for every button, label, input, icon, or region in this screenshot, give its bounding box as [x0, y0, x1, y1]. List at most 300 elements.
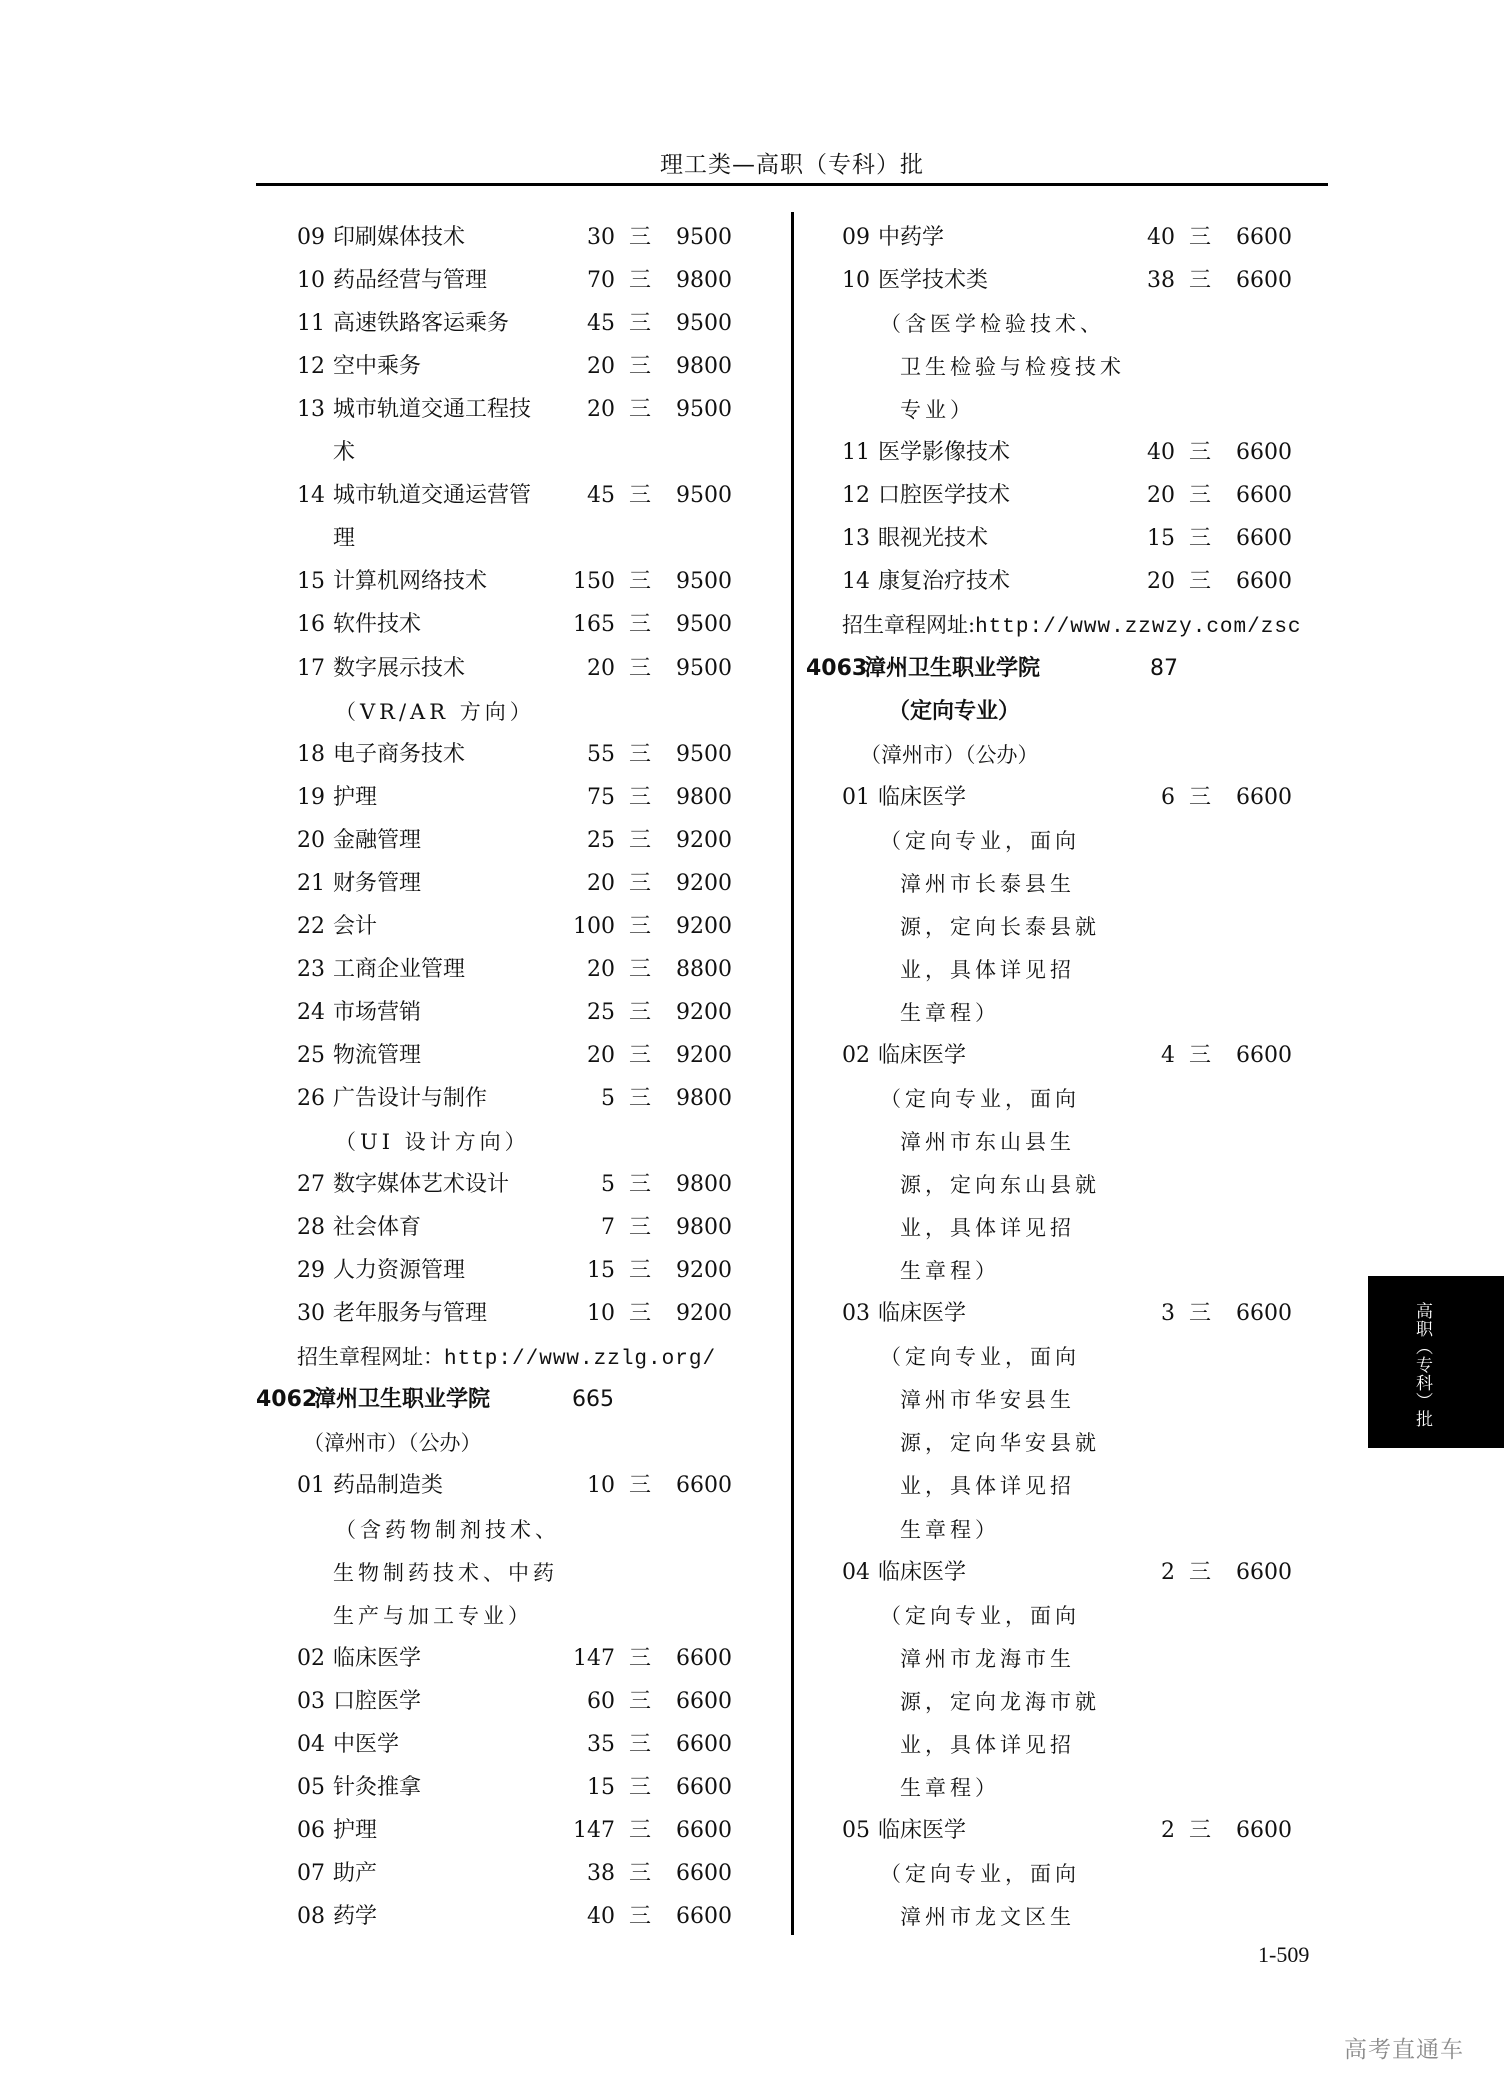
major-name-continuation [256, 438, 746, 468]
tuition-fee: 9500 [676, 483, 732, 509]
tuition-fee: 9800 [676, 784, 732, 810]
school-header [806, 654, 1326, 684]
tuition-fee: 9500 [676, 397, 732, 423]
admission-url[interactable] [842, 610, 1302, 643]
major-row [256, 1256, 746, 1286]
tuition-tier: 三 [628, 483, 651, 509]
major-name: 城市轨道交通运营管 [333, 483, 532, 509]
major-name: 医学影像技术 [878, 440, 1011, 466]
major-code: 28 [297, 1215, 325, 1241]
major-row [256, 223, 746, 253]
major-note-continuation [816, 1471, 1326, 1501]
major-row [256, 1084, 746, 1114]
major-name: 电子商务技术 [333, 741, 466, 767]
major-code: 12 [297, 354, 325, 380]
major-name: 中药学 [878, 225, 945, 250]
major-name-continuation [256, 524, 746, 554]
section-side-tab [1368, 1276, 1504, 1448]
tuition-fee: 6600 [1236, 440, 1292, 466]
tuition-tier: 三 [628, 1817, 651, 1843]
tuition-fee: 9200 [676, 827, 732, 853]
school-location [816, 740, 1326, 770]
major-name: 眼视光技术 [878, 526, 989, 552]
admission-url-label: 招生章程网址: [842, 613, 976, 638]
major-code: 04 [297, 1731, 325, 1757]
major-row [816, 567, 1326, 597]
major-name: 临床医学 [878, 1817, 967, 1843]
tuition-fee: 6600 [676, 1473, 732, 1499]
school-total-enrollment: 665 [572, 1387, 614, 1413]
tuition-tier: 三 [628, 1473, 651, 1499]
school-code: 4062 [256, 1387, 318, 1413]
tuition-tier: 三 [628, 1731, 651, 1757]
major-row [816, 481, 1326, 511]
admission-url-link[interactable]: http://www.zzwzy.com/zsc [975, 616, 1302, 640]
major-row [256, 1730, 746, 1760]
major-row [256, 1041, 746, 1071]
tuition-tier: 三 [1188, 1042, 1211, 1068]
major-note-continuation [816, 1902, 1326, 1932]
major-row [256, 481, 746, 511]
major-name: 医学技术类 [878, 268, 989, 294]
major-note-text: 漳州市东山县生 [900, 1130, 1075, 1155]
major-code: 01 [297, 1473, 325, 1499]
enrollment-count: 75 [587, 784, 615, 810]
enrollment-count: 10 [587, 1473, 615, 1499]
school-location-text: （漳州市）（公办） [860, 742, 1039, 767]
tuition-fee: 6600 [1236, 1817, 1292, 1843]
tuition-tier: 三 [628, 870, 651, 896]
school-location-text: （漳州市）（公办） [303, 1431, 482, 1456]
major-row [256, 1471, 746, 1501]
major-note-text: 源，定向龙海市就 [900, 1689, 1100, 1714]
major-code: 25 [297, 1042, 325, 1068]
major-name: 空中乘务 [333, 354, 422, 380]
major-row [816, 1816, 1326, 1846]
major-name: 中医学 [333, 1731, 400, 1757]
major-code: 20 [297, 827, 325, 853]
major-code: 22 [297, 913, 325, 939]
major-note-text: 专业） [900, 398, 975, 423]
major-name: 市场营销 [333, 999, 422, 1025]
tuition-fee: 9800 [676, 1215, 732, 1241]
page-header-title: 理工类—高职（专科）批 [660, 152, 924, 178]
major-row [816, 223, 1326, 253]
enrollment-count: 40 [587, 1903, 615, 1929]
enrollment-count: 38 [587, 1860, 615, 1886]
tuition-tier: 三 [628, 311, 651, 337]
major-row [256, 826, 746, 856]
enrollment-count: 7 [601, 1215, 615, 1241]
major-note-continuation [816, 1256, 1326, 1286]
school-name: 漳州卫生职业学院 [864, 655, 1041, 681]
tuition-fee: 6600 [1236, 1559, 1292, 1585]
tuition-fee: 6600 [676, 1774, 732, 1800]
enrollment-count: 5 [601, 1086, 615, 1111]
enrollment-count: 15 [1147, 526, 1175, 552]
major-note-text: 漳州市龙文区生 [900, 1904, 1075, 1929]
major-name: 人力资源管理 [333, 1258, 466, 1284]
major-note [816, 826, 1326, 856]
tuition-fee: 6600 [1236, 569, 1292, 595]
major-row [256, 1816, 746, 1846]
tuition-fee: 8800 [676, 956, 732, 982]
enrollment-count: 6 [1161, 784, 1175, 810]
enrollment-count: 20 [587, 655, 615, 681]
major-note-continuation [816, 869, 1326, 899]
tuition-fee: 6600 [676, 1903, 732, 1929]
major-note [816, 1084, 1326, 1114]
tuition-fee: 9200 [676, 999, 732, 1025]
major-note-text: 漳州市龙海市生 [900, 1646, 1075, 1671]
major-note-text: 生章程） [900, 1775, 1000, 1800]
major-code: 08 [297, 1903, 325, 1929]
enrollment-count: 25 [587, 827, 615, 853]
tuition-tier: 三 [1188, 440, 1211, 466]
column-divider [791, 212, 794, 1935]
major-note-text: 业，具体详见招 [900, 1216, 1075, 1241]
major-name: 计算机网络技术 [333, 569, 488, 595]
tuition-tier: 三 [628, 1086, 651, 1111]
major-note-text: 业，具体详见招 [900, 1474, 1075, 1499]
major-note-continuation [816, 1127, 1326, 1157]
admission-url-link[interactable]: http://www.zzlg.org/ [444, 1348, 717, 1372]
major-name: 城市轨道交通工程技 [333, 397, 532, 423]
major-note-text: （定向专业，面向 [880, 1603, 1080, 1628]
school-header [256, 1385, 746, 1415]
enrollment-count: 45 [587, 483, 615, 509]
enrollment-count: 150 [573, 569, 615, 595]
major-code: 15 [297, 569, 325, 595]
tuition-tier: 三 [1188, 483, 1211, 509]
major-note-text: 卫生检验与检疫技术 [900, 355, 1125, 380]
tuition-tier: 三 [628, 1301, 651, 1327]
major-code: 04 [842, 1559, 870, 1585]
enrollment-count: 20 [587, 1042, 615, 1068]
major-code: 02 [842, 1042, 870, 1068]
tuition-fee: 6600 [1236, 1042, 1292, 1068]
enrollment-count: 2 [1161, 1817, 1175, 1843]
major-row [256, 1213, 746, 1243]
major-code: 09 [842, 225, 870, 250]
tuition-tier: 三 [628, 354, 651, 380]
tuition-fee: 9800 [676, 1172, 732, 1198]
major-note [816, 1342, 1326, 1372]
tuition-tier: 三 [628, 1688, 651, 1714]
major-code: 24 [297, 999, 325, 1025]
enrollment-count: 60 [587, 1688, 615, 1714]
major-name: 针灸推拿 [333, 1774, 422, 1800]
major-note-text: （定向专业，面向 [880, 828, 1080, 853]
tuition-tier: 三 [1188, 569, 1211, 595]
tuition-fee: 6600 [1236, 784, 1292, 810]
major-code: 07 [297, 1860, 325, 1886]
tuition-tier: 三 [628, 1215, 651, 1241]
tuition-fee: 9200 [676, 913, 732, 939]
major-row [256, 912, 746, 942]
major-code: 11 [842, 440, 870, 466]
enrollment-count: 40 [1147, 440, 1175, 466]
major-name: 物流管理 [333, 1042, 422, 1068]
enrollment-count: 20 [587, 354, 615, 380]
major-note-continuation [816, 1428, 1326, 1458]
enrollment-count: 20 [587, 870, 615, 896]
major-note [256, 1127, 746, 1157]
major-row [256, 1170, 746, 1200]
major-note-text: （UI 设计方向） [335, 1130, 530, 1155]
major-note-continuation [816, 1644, 1326, 1674]
major-code: 05 [297, 1774, 325, 1800]
major-name-continuation-text: 术 [333, 440, 356, 466]
tuition-fee: 9800 [676, 1086, 732, 1111]
enrollment-count: 20 [1147, 483, 1175, 509]
major-note-continuation [816, 1170, 1326, 1200]
major-name: 护理 [333, 784, 378, 810]
school-subtitle [816, 697, 1326, 727]
tuition-tier: 三 [1188, 1559, 1211, 1585]
major-note-text: 业，具体详见招 [900, 957, 1075, 982]
major-name: 社会体育 [333, 1215, 422, 1241]
major-name: 口腔医学 [333, 1688, 422, 1714]
tuition-tier: 三 [628, 1645, 651, 1671]
enrollment-count: 35 [587, 1731, 615, 1757]
major-name: 高速铁路客运乘务 [333, 311, 510, 337]
school-name: 漳州卫生职业学院 [314, 1387, 491, 1413]
tuition-tier: 三 [628, 827, 651, 853]
major-row [256, 309, 746, 339]
major-row [256, 1687, 746, 1717]
major-note-text: （含药物制剂技术、 [335, 1517, 560, 1542]
tuition-tier: 三 [628, 741, 651, 767]
major-note-text: （定向专业，面向 [880, 1087, 1080, 1111]
major-row [816, 783, 1326, 813]
school-location [256, 1428, 746, 1458]
major-name: 数字媒体艺术设计 [333, 1172, 510, 1198]
major-name: 药品经营与管理 [333, 268, 488, 294]
major-name: 工商企业管理 [333, 956, 466, 982]
major-row [256, 395, 746, 425]
tuition-tier: 三 [628, 1042, 651, 1068]
tuition-tier: 三 [628, 268, 651, 294]
major-row [256, 740, 746, 770]
tuition-fee: 9500 [676, 225, 732, 250]
major-note-continuation [816, 395, 1326, 425]
school-code: 4063 [806, 655, 868, 681]
major-code: 26 [297, 1086, 325, 1111]
major-note-continuation [256, 1558, 746, 1588]
major-code: 10 [297, 268, 325, 294]
major-note-text: （VR/AR 方向） [335, 699, 535, 724]
major-row [256, 610, 746, 640]
major-name: 护理 [333, 1817, 378, 1843]
tuition-fee: 6600 [676, 1860, 732, 1886]
major-note-text: 漳州市长泰县生 [900, 871, 1075, 896]
enrollment-count: 15 [587, 1774, 615, 1800]
major-name: 老年服务与管理 [333, 1301, 488, 1327]
tuition-fee: 9500 [676, 655, 732, 681]
tuition-fee: 9800 [676, 354, 732, 380]
tuition-fee: 6600 [676, 1688, 732, 1714]
tuition-tier: 三 [628, 1774, 651, 1800]
major-note-continuation [816, 1730, 1326, 1760]
enrollment-count: 38 [1147, 268, 1175, 294]
watermark: 高考直通车 [1344, 2037, 1464, 2063]
school-total-enrollment: 87 [1150, 655, 1178, 681]
major-note-text: 源，定向长泰县就 [900, 914, 1100, 939]
major-code: 14 [842, 569, 870, 595]
tuition-fee: 6600 [676, 1645, 732, 1671]
major-row [256, 1299, 746, 1329]
major-code: 30 [297, 1301, 325, 1327]
major-row [816, 438, 1326, 468]
enrollment-count: 2 [1161, 1559, 1175, 1585]
major-row [256, 1644, 746, 1674]
major-row [256, 869, 746, 899]
enrollment-count: 20 [1147, 569, 1175, 595]
major-name: 助产 [333, 1860, 378, 1886]
tuition-fee: 9500 [676, 612, 732, 638]
tuition-fee: 9200 [676, 1042, 732, 1068]
enrollment-count: 40 [1147, 225, 1175, 250]
major-name: 临床医学 [333, 1645, 422, 1671]
enrollment-count: 4 [1161, 1042, 1175, 1068]
major-note-text: 生章程） [900, 1517, 1000, 1542]
major-code: 03 [842, 1301, 870, 1327]
major-name: 药品制造类 [333, 1473, 444, 1499]
major-row [816, 1041, 1326, 1071]
admission-url-line [256, 1342, 746, 1372]
major-note-text: 生章程） [900, 1000, 1000, 1025]
major-row [256, 1773, 746, 1803]
major-code: 13 [297, 397, 325, 423]
enrollment-count: 20 [587, 397, 615, 423]
major-name: 口腔医学技术 [878, 483, 1011, 509]
enrollment-count: 25 [587, 999, 615, 1025]
major-name: 金融管理 [333, 827, 422, 853]
admission-url[interactable] [297, 1342, 716, 1375]
major-row [256, 1902, 746, 1932]
major-note-continuation [816, 1515, 1326, 1545]
major-note-continuation [816, 955, 1326, 985]
major-code: 12 [842, 483, 870, 509]
major-row [256, 352, 746, 382]
tuition-tier: 三 [628, 1860, 651, 1886]
major-note-continuation [816, 1213, 1326, 1243]
tuition-tier: 三 [1188, 225, 1211, 250]
enrollment-count: 10 [587, 1301, 615, 1327]
side-tab-label: 高职（专科）批 [1412, 1302, 1432, 1428]
major-code: 10 [842, 268, 870, 294]
enrollment-count: 3 [1161, 1301, 1175, 1327]
tuition-fee: 9500 [676, 311, 732, 337]
enrollment-count: 70 [587, 268, 615, 294]
major-note-text: 漳州市华安县生 [900, 1388, 1075, 1413]
tuition-tier: 三 [1188, 526, 1211, 552]
tuition-fee: 9200 [676, 1258, 732, 1284]
enrollment-count: 147 [573, 1645, 615, 1671]
tuition-tier: 三 [628, 569, 651, 595]
major-code: 01 [842, 784, 870, 810]
major-note [816, 1859, 1326, 1889]
major-code: 27 [297, 1172, 325, 1198]
major-note-text: 生物制药技术、中药 [333, 1560, 558, 1585]
tuition-tier: 三 [628, 225, 651, 250]
tuition-fee: 6600 [676, 1731, 732, 1757]
page-number: 1-509 [1258, 1942, 1310, 1967]
major-name: 广告设计与制作 [333, 1086, 488, 1111]
major-note-text: 源，定向东山县就 [900, 1173, 1100, 1198]
major-name: 临床医学 [878, 784, 967, 810]
major-code: 21 [297, 870, 325, 896]
major-name: 药学 [333, 1903, 378, 1929]
tuition-tier: 三 [628, 655, 651, 681]
tuition-fee: 9200 [676, 870, 732, 896]
major-row [256, 955, 746, 985]
major-note [256, 1515, 746, 1545]
major-note-text: （定向专业，面向 [880, 1861, 1080, 1886]
major-row [816, 1558, 1326, 1588]
major-note [816, 309, 1326, 339]
major-note-text: （定向专业，面向 [880, 1345, 1080, 1370]
major-row [816, 1299, 1326, 1329]
enrollment-count: 30 [587, 225, 615, 250]
major-note-continuation [816, 912, 1326, 942]
major-name: 印刷媒体技术 [333, 225, 466, 250]
major-code: 14 [297, 483, 325, 509]
major-row [256, 266, 746, 296]
major-code: 29 [297, 1258, 325, 1284]
enrollment-count: 15 [587, 1258, 615, 1284]
major-row [256, 998, 746, 1028]
header-rule [256, 183, 1328, 186]
tuition-tier: 三 [628, 397, 651, 423]
major-name: 会计 [333, 913, 378, 939]
major-note-continuation [816, 1385, 1326, 1415]
major-note-continuation [816, 352, 1326, 382]
tuition-fee: 6600 [1236, 526, 1292, 552]
tuition-fee: 6600 [676, 1817, 732, 1843]
major-note-text: （含医学检验技术、 [880, 312, 1105, 337]
major-row [816, 266, 1326, 296]
enrollment-count: 100 [573, 913, 615, 939]
enrollment-count: 5 [601, 1172, 615, 1198]
major-note [256, 697, 746, 727]
tuition-tier: 三 [628, 1172, 651, 1198]
major-row [256, 1859, 746, 1889]
tuition-tier: 三 [628, 913, 651, 939]
tuition-tier: 三 [628, 1258, 651, 1284]
major-name-continuation-text: 理 [333, 526, 356, 552]
major-code: 05 [842, 1817, 870, 1843]
major-name: 财务管理 [333, 870, 422, 896]
tuition-fee: 6600 [1236, 225, 1292, 250]
tuition-tier: 三 [628, 784, 651, 810]
major-note-text: 生产与加工专业） [333, 1603, 533, 1628]
tuition-fee: 6600 [1236, 268, 1292, 294]
tuition-fee: 9200 [676, 1301, 732, 1327]
major-row [816, 524, 1326, 554]
major-note-continuation [816, 998, 1326, 1028]
major-code: 18 [297, 741, 325, 767]
major-code: 06 [297, 1817, 325, 1843]
tuition-tier: 三 [1188, 1301, 1211, 1327]
tuition-fee: 6600 [1236, 483, 1292, 509]
major-row [256, 654, 746, 684]
major-note [816, 1601, 1326, 1631]
tuition-tier: 三 [1188, 268, 1211, 294]
major-name: 数字展示技术 [333, 655, 466, 681]
major-name: 临床医学 [878, 1559, 967, 1585]
